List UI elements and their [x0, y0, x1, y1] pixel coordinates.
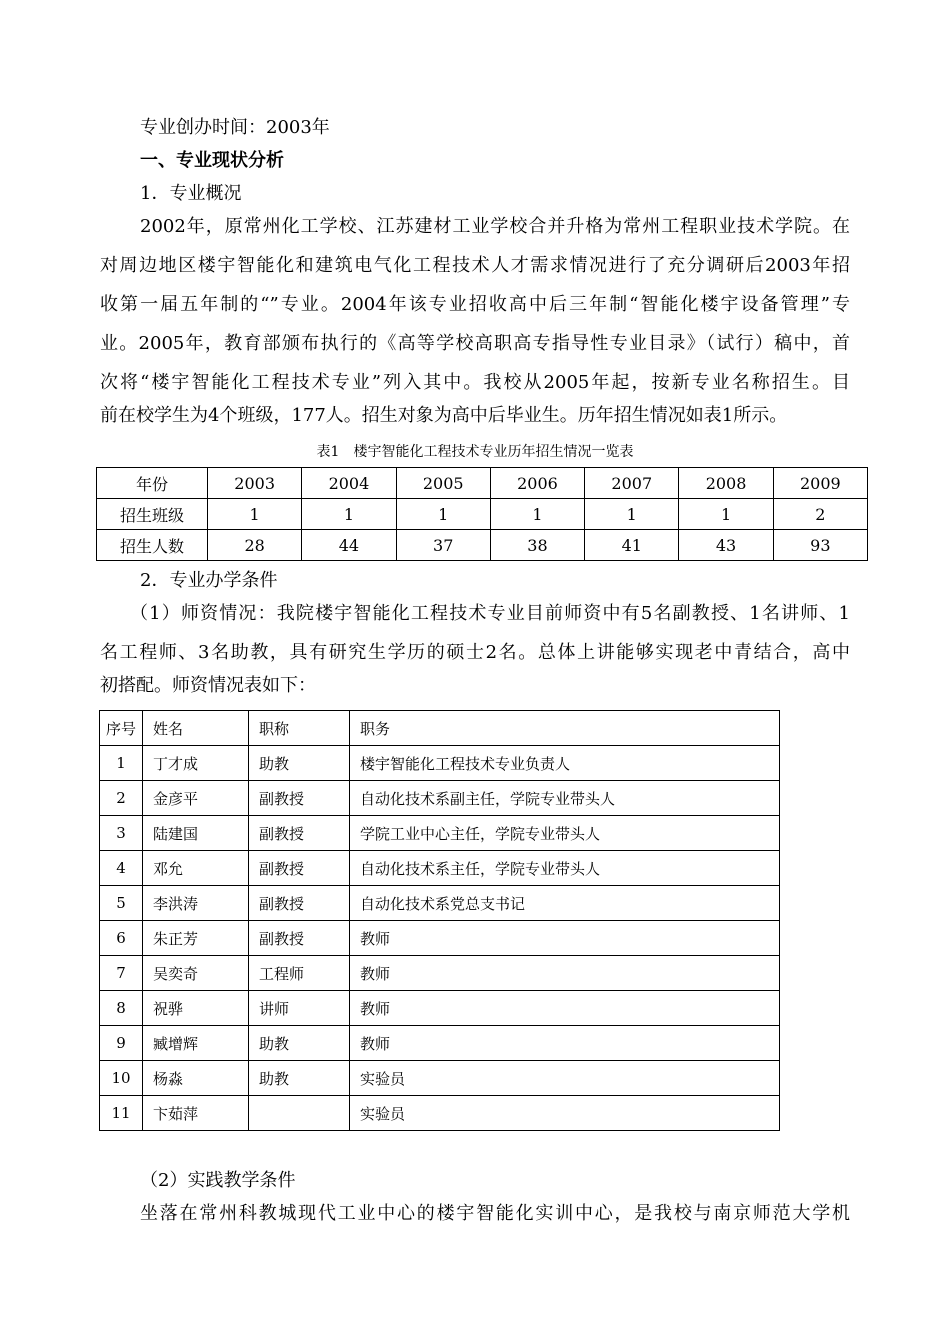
paragraph-line: 初搭配。师资情况表如下：	[100, 675, 316, 696]
table-cell: 6	[100, 921, 143, 956]
table-row	[100, 991, 780, 1026]
table-cell: 2008	[679, 468, 773, 499]
paragraph-line: 2002年，原常州化工学校、江苏建材工业学校合并升格为常州工程职业技术学院。在	[140, 216, 850, 237]
table-cell: 招生人数	[97, 530, 208, 561]
table-cell: 1	[302, 499, 396, 530]
paragraph-line: 名工程师、3名助教，具有研究生学历的硕士2名。总体上讲能够实现老中青结合，高中	[100, 642, 850, 663]
table-cell: 副教授	[249, 781, 350, 816]
table-cell: 28	[208, 530, 302, 561]
table-cell: 臧增辉	[143, 1026, 249, 1061]
paragraph-line: （1）师资情况：我院楼宇智能化工程技术专业目前师资中有5名副教授、1名讲师、1	[130, 603, 850, 624]
table-cell	[249, 1096, 350, 1131]
subsection-title-conditions: 2．专业办学条件	[140, 570, 278, 591]
table-cell: 2004	[302, 468, 396, 499]
paragraph-line: 前在校学生为4个班级，177人。招生对象为高中后毕业生。历年招生情况如表1所示。	[100, 405, 788, 426]
table-cell: 助教	[249, 746, 350, 781]
table-cell: 4	[100, 851, 143, 886]
table-cell: 金彦平	[143, 781, 249, 816]
table-cell: 实验员	[350, 1061, 780, 1096]
table-cell: 8	[100, 991, 143, 1026]
table-cell: 教师	[350, 956, 780, 991]
table-cell: 邓允	[143, 851, 249, 886]
paragraph-line: 收第一届五年制的“”专业。2004年该专业招收高中后三年制“智能化楼宇设备管理”专	[100, 294, 850, 315]
table-row	[100, 816, 780, 851]
table-cell: 38	[490, 530, 584, 561]
table-cell: 1	[396, 499, 490, 530]
table-row	[100, 956, 780, 991]
table-cell: 1	[490, 499, 584, 530]
table-row	[100, 746, 780, 781]
table-cell: 年份	[97, 468, 208, 499]
table-cell: 李洪涛	[143, 886, 249, 921]
table-cell: 41	[585, 530, 679, 561]
table-cell: 吴奕奇	[143, 956, 249, 991]
table-row	[97, 530, 868, 561]
table-row	[100, 781, 780, 816]
table-cell: 招生班级	[97, 499, 208, 530]
table-cell: 朱正芳	[143, 921, 249, 956]
subsection-title-overview: 1．专业概况	[140, 183, 242, 204]
table-cell: 杨淼	[143, 1061, 249, 1096]
table-cell: 37	[396, 530, 490, 561]
table-header-row	[100, 711, 780, 746]
subsection-title-practice: （2）实践教学条件	[140, 1170, 296, 1191]
table-row	[100, 886, 780, 921]
table-row	[97, 499, 868, 530]
table-cell: 讲师	[249, 991, 350, 1026]
table-row	[100, 1026, 780, 1061]
table-cell: 2006	[490, 468, 584, 499]
table-cell: 副教授	[249, 921, 350, 956]
table-cell: 2005	[396, 468, 490, 499]
table-cell: 44	[302, 530, 396, 561]
table-cell: 教师	[350, 921, 780, 956]
table-cell: 副教授	[249, 851, 350, 886]
table-cell: 丁才成	[143, 746, 249, 781]
table-cell: 2	[773, 499, 867, 530]
faculty-table	[99, 710, 780, 1131]
table-cell: 1	[585, 499, 679, 530]
table-row	[100, 1096, 780, 1131]
table-cell: 助教	[249, 1061, 350, 1096]
table-cell: 楼宇智能化工程技术专业负责人	[350, 746, 780, 781]
table-cell: 2	[100, 781, 143, 816]
table-cell: 1	[100, 746, 143, 781]
paragraph-line: 坐落在常州科教城现代工业中心的楼宇智能化实训中心，是我校与南京师范大学机	[140, 1203, 850, 1224]
table-cell: 自动化技术系主任，学院专业带头人	[350, 851, 780, 886]
enrollment-table	[96, 467, 868, 561]
table-row	[97, 468, 868, 499]
paragraph-line: 业。2005年，教育部颁布执行的《高等学校高职高专指导性专业目录》（试行）稿中，首	[100, 333, 850, 354]
section-title: 一、专业现状分析	[140, 150, 284, 171]
table-cell: 5	[100, 886, 143, 921]
table-cell: 副教授	[249, 886, 350, 921]
table-cell: 自动化技术系副主任，学院专业带头人	[350, 781, 780, 816]
table-header-cell: 职务	[350, 711, 780, 746]
table-cell: 卞茹萍	[143, 1096, 249, 1131]
table-row	[100, 851, 780, 886]
table-cell: 实验员	[350, 1096, 780, 1131]
table-cell: 2003	[208, 468, 302, 499]
table-cell: 43	[679, 530, 773, 561]
table-cell: 10	[100, 1061, 143, 1096]
table-cell: 93	[773, 530, 867, 561]
paragraph-line: 对周边地区楼宇智能化和建筑电气化工程技术人才需求情况进行了充分调研后2003年招	[100, 255, 850, 276]
table1-caption: 表1 楼宇智能化工程技术专业历年招生情况一览表	[316, 444, 634, 460]
table-cell: 工程师	[249, 956, 350, 991]
table-row	[100, 1061, 780, 1096]
table-cell: 9	[100, 1026, 143, 1061]
table-header-cell: 职称	[249, 711, 350, 746]
table-cell: 2007	[585, 468, 679, 499]
table-row	[100, 921, 780, 956]
table-cell: 11	[100, 1096, 143, 1131]
table-cell: 教师	[350, 991, 780, 1026]
table-cell: 1	[679, 499, 773, 530]
table-cell: 2009	[773, 468, 867, 499]
table-cell: 3	[100, 816, 143, 851]
table-cell: 助教	[249, 1026, 350, 1061]
table-cell: 1	[208, 499, 302, 530]
table-cell: 7	[100, 956, 143, 991]
paragraph-line: 次将“楼宇智能化工程技术专业”列入其中。我校从2005年起，按新专业名称招生。目	[100, 372, 850, 393]
table-header-cell: 序号	[100, 711, 143, 746]
table-cell: 教师	[350, 1026, 780, 1061]
table-cell: 学院工业中心主任，学院专业带头人	[350, 816, 780, 851]
table-cell: 自动化技术系党总支书记	[350, 886, 780, 921]
table-header-cell: 姓名	[143, 711, 249, 746]
founding-date-line: 专业创办时间：2003年	[140, 117, 330, 138]
table-cell: 副教授	[249, 816, 350, 851]
table-cell: 祝骅	[143, 991, 249, 1026]
table-cell: 陆建国	[143, 816, 249, 851]
